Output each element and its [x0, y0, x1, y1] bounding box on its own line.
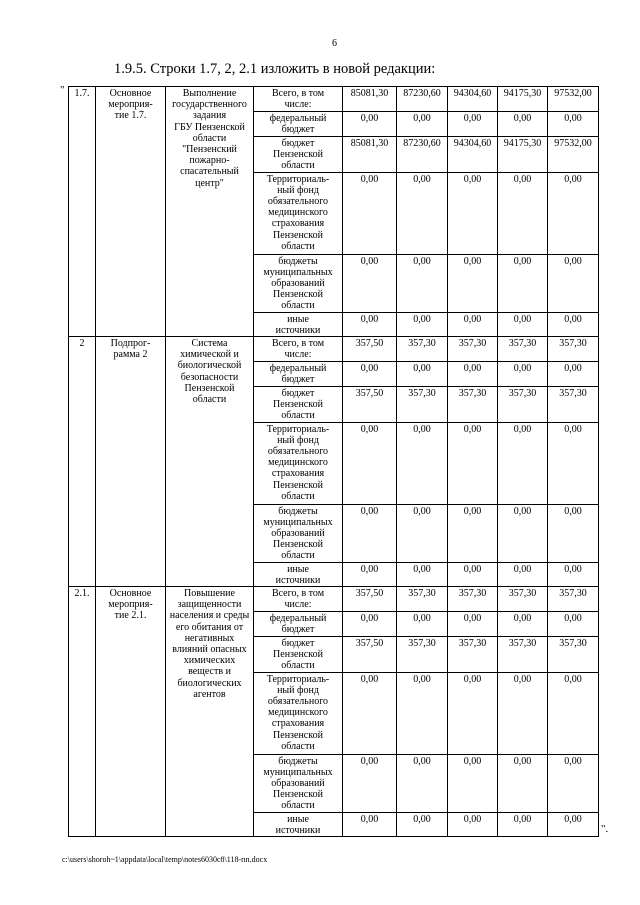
value-cell: 0,00 — [498, 612, 548, 637]
item-type-cell: Основное мероприя- тие 1.7. — [96, 87, 166, 337]
funding-source-cell: бюджет Пензенской области — [254, 387, 343, 423]
opening-quote-mark: " — [60, 84, 65, 96]
value-cell: 357,30 — [548, 587, 599, 612]
funding-source-cell: бюджеты муниципальных образований Пензенской области — [254, 754, 343, 812]
value-cell: 0,00 — [498, 562, 548, 586]
value-cell: 0,00 — [397, 672, 448, 754]
value-cell: 0,00 — [498, 672, 548, 754]
funding-source-cell: федеральный бюджет — [254, 612, 343, 637]
value-cell: 85081,30 — [343, 137, 397, 173]
value-cell: 357,30 — [548, 387, 599, 423]
value-cell: 357,30 — [397, 387, 448, 423]
value-cell: 94175,30 — [498, 87, 548, 112]
value-cell: 0,00 — [343, 672, 397, 754]
value-cell: 357,30 — [397, 637, 448, 673]
value-cell: 0,00 — [448, 612, 498, 637]
funding-source-cell: иные источники — [254, 562, 343, 586]
value-cell: 0,00 — [343, 172, 397, 254]
value-cell: 0,00 — [548, 812, 599, 836]
value-cell: 357,50 — [343, 637, 397, 673]
value-cell: 357,50 — [343, 387, 397, 423]
value-cell: 0,00 — [448, 312, 498, 336]
value-cell: 0,00 — [397, 812, 448, 836]
value-cell: 94304,60 — [448, 87, 498, 112]
value-cell: 357,30 — [448, 337, 498, 362]
value-cell: 0,00 — [548, 504, 599, 562]
document-file-path: c:\users\shoroh~1\appdata\local\temp\notes6030c8\118-пп.docx — [62, 855, 268, 864]
funding-source-cell: бюджет Пензенской области — [254, 637, 343, 673]
table-row — [69, 87, 599, 112]
funding-source-cell: иные источники — [254, 312, 343, 336]
table-row — [69, 587, 599, 612]
row-number-cell: 1.7. — [69, 87, 96, 337]
value-cell: 0,00 — [397, 754, 448, 812]
value-cell: 0,00 — [343, 112, 397, 137]
value-cell: 357,30 — [498, 337, 548, 362]
value-cell: 0,00 — [548, 672, 599, 754]
value-cell: 0,00 — [548, 562, 599, 586]
value-cell: 0,00 — [397, 312, 448, 336]
value-cell: 357,30 — [498, 387, 548, 423]
value-cell: 0,00 — [397, 612, 448, 637]
funding-source-cell: федеральный бюджет — [254, 362, 343, 387]
funding-source-cell: бюджеты муниципальных образований Пензенской области — [254, 254, 343, 312]
value-cell: 0,00 — [448, 422, 498, 504]
value-cell: 0,00 — [448, 254, 498, 312]
value-cell: 357,30 — [448, 637, 498, 673]
value-cell: 85081,30 — [343, 87, 397, 112]
row-number-cell: 2 — [69, 337, 96, 587]
value-cell: 0,00 — [448, 562, 498, 586]
value-cell: 0,00 — [548, 172, 599, 254]
value-cell: 0,00 — [498, 362, 548, 387]
funding-source-cell: иные источники — [254, 812, 343, 836]
value-cell: 0,00 — [343, 254, 397, 312]
value-cell: 0,00 — [343, 422, 397, 504]
value-cell: 0,00 — [343, 754, 397, 812]
closing-quote-mark: ". — [601, 823, 609, 835]
value-cell: 0,00 — [448, 754, 498, 812]
funding-source-cell: федеральный бюджет — [254, 112, 343, 137]
value-cell: 0,00 — [498, 172, 548, 254]
value-cell: 0,00 — [343, 612, 397, 637]
item-type-cell: Основное мероприя- тие 2.1. — [96, 587, 166, 837]
value-cell: 0,00 — [397, 422, 448, 504]
value-cell: 357,50 — [343, 337, 397, 362]
value-cell: 97532,00 — [548, 137, 599, 173]
description-cell: Система химической и биологической безопасности Пензенской области — [166, 337, 254, 587]
value-cell: 357,30 — [498, 637, 548, 673]
value-cell: 87230,60 — [397, 137, 448, 173]
program-table-body — [69, 87, 599, 837]
page-number: 6 — [332, 38, 337, 49]
funding-source-cell: Всего, в том числе: — [254, 587, 343, 612]
value-cell: 357,50 — [343, 587, 397, 612]
value-cell: 0,00 — [448, 504, 498, 562]
value-cell: 0,00 — [343, 312, 397, 336]
value-cell: 0,00 — [397, 112, 448, 137]
value-cell: 357,30 — [548, 637, 599, 673]
value-cell: 0,00 — [498, 422, 548, 504]
funding-source-cell: Всего, в том числе: — [254, 337, 343, 362]
value-cell: 357,30 — [548, 337, 599, 362]
value-cell: 0,00 — [548, 422, 599, 504]
section-heading: 1.9.5. Строки 1.7, 2, 2.1 изложить в новой редакции: — [114, 61, 436, 77]
value-cell: 0,00 — [397, 172, 448, 254]
value-cell: 0,00 — [397, 362, 448, 387]
value-cell: 357,30 — [498, 587, 548, 612]
value-cell: 87230,60 — [397, 87, 448, 112]
value-cell: 357,30 — [397, 337, 448, 362]
value-cell: 357,30 — [448, 387, 498, 423]
value-cell: 0,00 — [548, 312, 599, 336]
value-cell: 0,00 — [548, 612, 599, 637]
value-cell: 0,00 — [343, 362, 397, 387]
funding-source-cell: Территориаль- ный фонд обязательного медицинского страхования Пензенской области — [254, 422, 343, 504]
value-cell: 0,00 — [397, 254, 448, 312]
funding-source-cell: Территориаль- ный фонд обязательного медицинского страхования Пензенской области — [254, 172, 343, 254]
value-cell: 0,00 — [448, 672, 498, 754]
value-cell: 0,00 — [498, 504, 548, 562]
value-cell: 0,00 — [448, 362, 498, 387]
funding-source-cell: Территориаль- ный фонд обязательного медицинского страхования Пензенской области — [254, 672, 343, 754]
value-cell: 0,00 — [498, 254, 548, 312]
value-cell: 0,00 — [343, 562, 397, 586]
value-cell: 0,00 — [343, 504, 397, 562]
value-cell: 0,00 — [343, 812, 397, 836]
value-cell: 0,00 — [498, 754, 548, 812]
description-cell: Повышение защищенности населения и среды его обитания от негативных влияний опасных химических веществ и биологических агентов — [166, 587, 254, 837]
value-cell: 0,00 — [397, 562, 448, 586]
value-cell: 0,00 — [397, 504, 448, 562]
value-cell: 97532,00 — [548, 87, 599, 112]
value-cell: 0,00 — [548, 754, 599, 812]
value-cell: 0,00 — [498, 812, 548, 836]
value-cell: 94175,30 — [498, 137, 548, 173]
value-cell: 0,00 — [548, 362, 599, 387]
funding-source-cell: Всего, в том числе: — [254, 87, 343, 112]
funding-source-cell: бюджеты муниципальных образований Пензенской области — [254, 504, 343, 562]
value-cell: 0,00 — [548, 254, 599, 312]
value-cell: 0,00 — [448, 812, 498, 836]
program-funding-table — [68, 86, 599, 837]
description-cell: Выполнение государственного задания ГБУ Пензенской области "Пензенский пожарно- спасательный центр" — [166, 87, 254, 337]
value-cell: 94304,60 — [448, 137, 498, 173]
table-row — [69, 337, 599, 362]
value-cell: 0,00 — [448, 172, 498, 254]
value-cell: 357,30 — [397, 587, 448, 612]
value-cell: 0,00 — [498, 312, 548, 336]
value-cell: 0,00 — [448, 112, 498, 137]
value-cell: 0,00 — [548, 112, 599, 137]
value-cell: 0,00 — [498, 112, 548, 137]
funding-source-cell: бюджет Пензенской области — [254, 137, 343, 173]
value-cell: 357,30 — [448, 587, 498, 612]
row-number-cell: 2.1. — [69, 587, 96, 837]
item-type-cell: Подпрог- рамма 2 — [96, 337, 166, 587]
